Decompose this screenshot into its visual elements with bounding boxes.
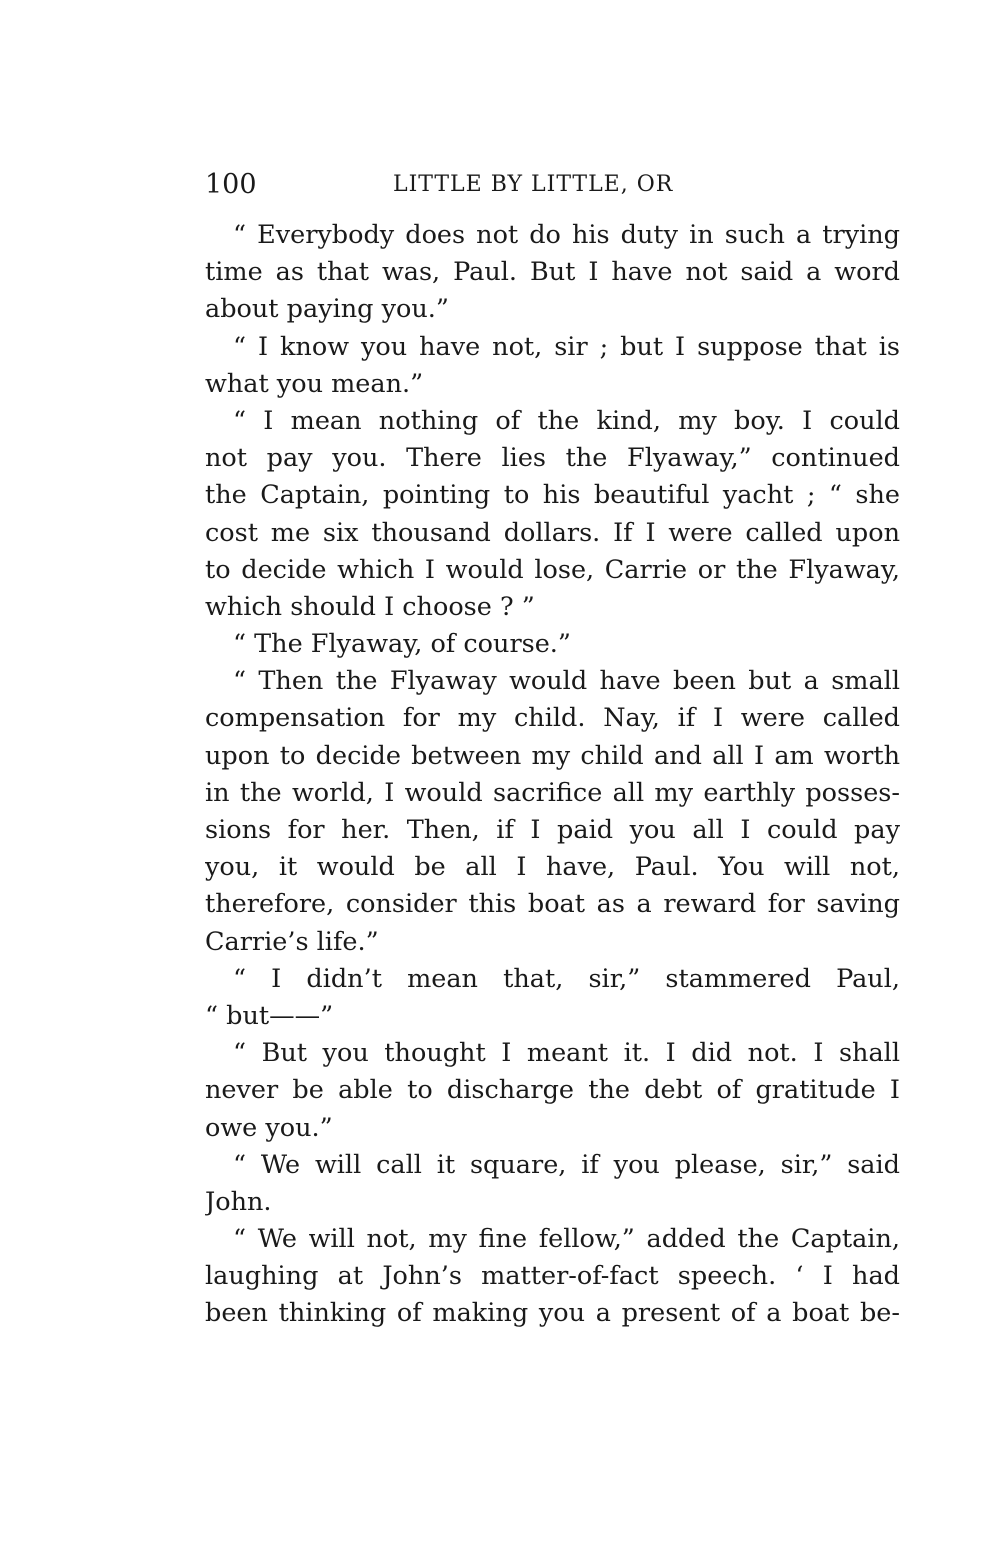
text-line: laughing at John’s matter-of-fact speech. ‘ I had — [205, 1261, 900, 1292]
text-line: not pay you. There lies the Flyaway,” continued — [205, 443, 900, 474]
text-line: Carrie’s life.” — [205, 926, 379, 957]
book-page — [205, 165, 900, 1333]
text-line: “ But you thought I meant it. I did not. I shall — [233, 1038, 900, 1069]
paragraph — [205, 663, 900, 961]
text-line: “ Everybody does not do his duty in such a trying — [233, 220, 900, 250]
text-line: been thinking of making you a present of a boat be- — [205, 1298, 900, 1329]
text-line: “ The Flyaway, of course.” — [233, 629, 571, 660]
text-line: “ Then the Flyaway would have been but a small — [233, 666, 900, 697]
paragraph — [205, 1035, 900, 1147]
text-line: “ but——” — [205, 1000, 334, 1031]
text-line: cost me six thousand dollars. If I were called upon — [205, 517, 900, 548]
text-line: the Captain, pointing to his beautiful yacht ; “ she — [205, 480, 900, 511]
text-line: in the world, I would sacrifice all my earthly posses- — [205, 777, 900, 808]
text-line: “ I mean nothing of the kind, my boy. I could — [233, 405, 900, 436]
text-line: sions for her. Then, if I paid you all I could pay — [205, 815, 900, 845]
text-line: which should I choose ? ” — [205, 591, 535, 622]
text-line: “ We will not, my fine fellow,” added the Captain, — [233, 1224, 900, 1255]
text-line: “ I didn’t mean that, sir,” stammered Paul, — [233, 963, 900, 994]
paragraph — [205, 329, 900, 403]
text-line: owe you.” — [205, 1112, 333, 1143]
running-title: LITTLE BY LITTLE, OR — [393, 172, 674, 197]
paragraph — [205, 217, 900, 329]
text-line: compensation for my child. Nay, if I were called — [205, 703, 900, 734]
paragraph — [205, 961, 900, 1035]
text-line: you, it would be all I have, Paul. You will not, — [205, 852, 900, 883]
text-line: “ I know you have not, sir ; but I suppose that is — [233, 331, 900, 362]
text-line: what you mean.” — [205, 368, 424, 399]
text-line: upon to decide between my child and all I am worth — [205, 740, 900, 771]
text-line: “ We will call it square, if you please, sir,” said — [233, 1149, 900, 1180]
body-text — [205, 217, 900, 1333]
text-line: time as that was, Paul. But I have not said a word — [205, 257, 900, 288]
page-number: 100 — [205, 169, 257, 200]
text-line: about paying you.” — [205, 294, 449, 325]
paragraph — [205, 403, 900, 626]
paragraph — [205, 1147, 900, 1221]
paragraph — [205, 1221, 900, 1333]
text-line: never be able to discharge the debt of gratitude I — [205, 1075, 900, 1106]
text-line: to decide which I would lose, Carrie or the Flyaway, — [205, 554, 900, 585]
running-head — [205, 165, 900, 205]
text-line: therefore, consider this boat as a reward for saving — [205, 889, 900, 920]
text-line: John. — [205, 1186, 272, 1217]
paragraph — [205, 626, 900, 663]
